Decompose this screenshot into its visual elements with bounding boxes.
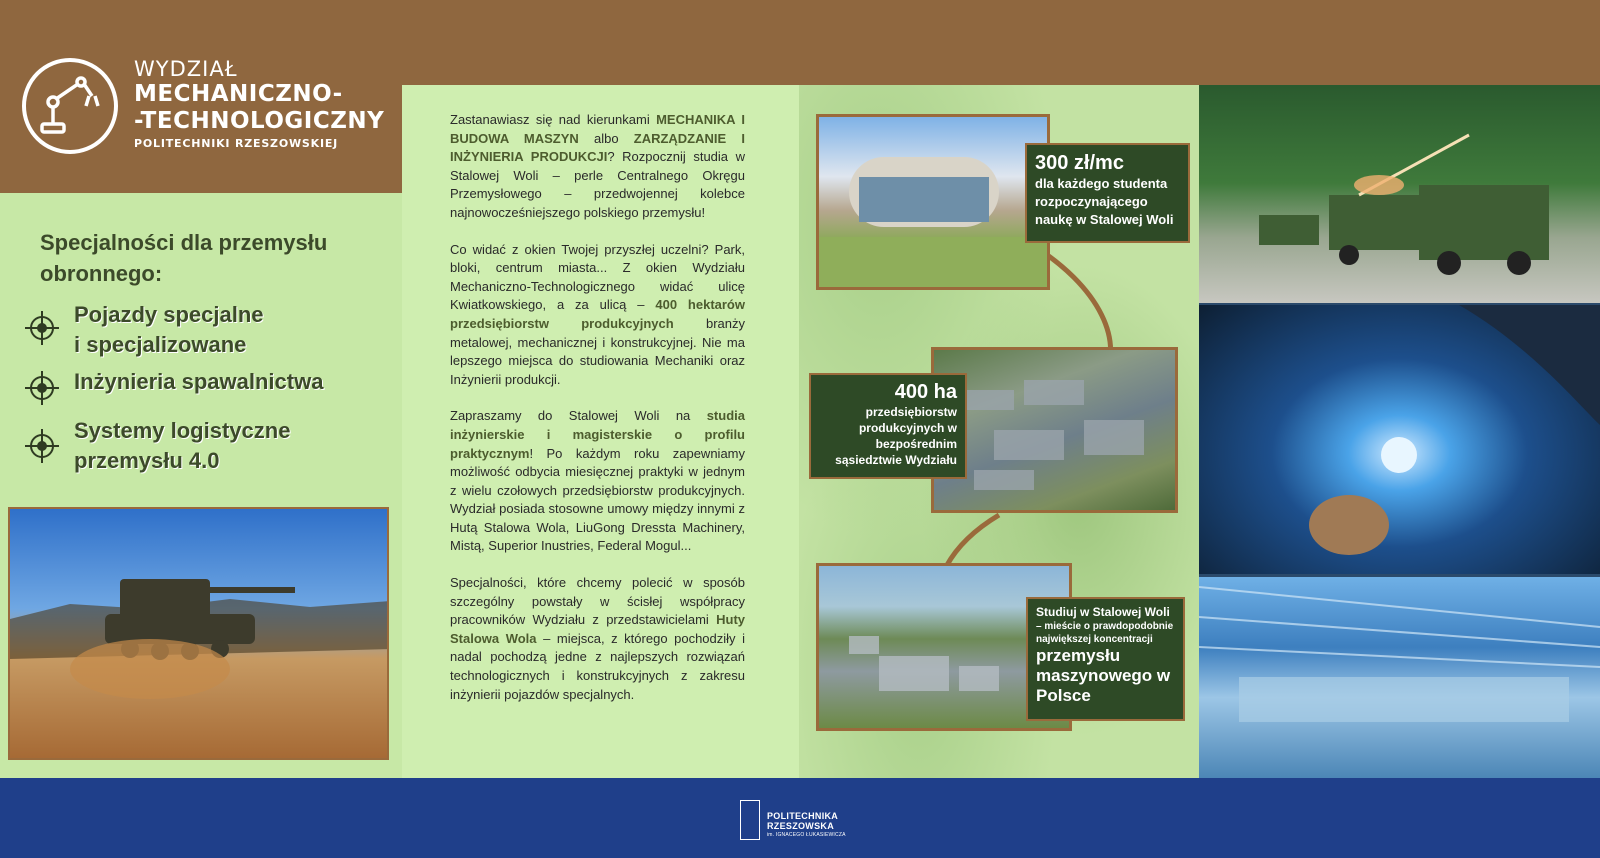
industrial-area-aerial-photo: [931, 347, 1178, 513]
footer-line3: im. IGNACEGO ŁUKASIEWICZA: [767, 832, 846, 838]
robot-arm-icon: [22, 58, 118, 154]
faculty-name-line2: MECHANICZNO-: [134, 81, 343, 107]
info-box-big: 400 ha: [894, 381, 957, 403]
faculty-name-line1: WYDZIAŁ: [134, 57, 238, 81]
info-box-small: Studiuj w Stalowej Woli: [1036, 605, 1170, 619]
faculty-name-line3: -TECHNOLOGICZNY: [134, 108, 385, 134]
info-box-scholarship: [1025, 143, 1190, 243]
campus-photo: [816, 114, 1050, 290]
warehouse-hall-photo: [1199, 577, 1600, 778]
spec-label-line1: Inżynieria spawalnictwa: [74, 369, 324, 394]
footer-line1: POLITECHNIKA: [767, 811, 839, 821]
footer-line2: RZESZOWSKA: [767, 821, 834, 831]
info-box-big: 300 zł/mc: [1035, 152, 1124, 174]
rocket-launcher-photo: [1199, 85, 1600, 303]
tank-photo: [8, 507, 389, 760]
crosshair-icon: [24, 428, 60, 464]
university-logo: [740, 800, 850, 840]
paragraph-3: Zapraszamy do Stalowej Woli na studia inżynierskie i magisterskie o profilu praktycznym! Po każdym roku zapewniamy możliwość odbycia miesięcznej praktyki w jednym z wielu czołowych przedsiębiorstw produkcyjnych. Wydział posiada stosowne umowy między innymi z Hutą Stalowa Wola, LiuGong Dressta Machinery, Mistą, Superior Inustries, Federal Mogul...: [450, 408, 745, 554]
info-box-small: – mieście o prawdopodobnie największej koncentracji: [1036, 621, 1174, 645]
crosshair-icon: [24, 310, 60, 346]
faculty-logo-block: [0, 0, 402, 193]
paragraph-1: Zastanawiasz się nad kierunkami MECHANIKA I BUDOWA MASZYN albo ZARZĄDZANIE I INŻYNIERIA PRODUKCJI? Rozpocznij studia w Stalowej Woli – perle Centralnego Okręgu Przemysłowego – przedwojennej kolebce najnowocześniejszego polskiego przemysłu!: [450, 112, 746, 220]
faculty-name: [134, 58, 384, 150]
info-box-study: [1026, 597, 1185, 721]
info-box-small: przedsiębiorstw produkcyjnych w bezpośrednim sąsiedztwie Wydziału: [835, 405, 957, 467]
info-box-big: przemysłu maszynowego w Polsce: [1036, 646, 1171, 705]
university-name: POLITECHNIKI RZESZOWSKIEJ: [134, 137, 339, 150]
spec-label-line2: przemysłu 4.0: [74, 448, 220, 473]
body-text: [450, 111, 745, 722]
info-box-hectares: [809, 373, 967, 479]
spec-label-line1: Systemy logistyczne: [74, 418, 291, 443]
info-box-small: dla każdego studenta rozpoczynającego naukę w Stalowej Woli: [1035, 176, 1174, 227]
spec-label-line2: i specjalizowane: [74, 332, 247, 357]
specializations-heading: Specjalności dla przemysłu obronnego:: [40, 230, 328, 286]
spec-label-line1: Pojazdy specjalne: [74, 302, 264, 327]
paragraph-4: Specjalności, które chcemy polecić w sposób szczególny powstały w ścisłej współpracy pracowników Wydziału z przedstawicielami Huty Stalowa Wola – miejsca, z którego pochodziły i nadal pochodzą jedne z najlepszych rozwiązań technologicznych i konstrukcyjnych z zakresu inżynierii pojazdów specjalnych.: [450, 575, 745, 702]
paragraph-2: Co widać z okien Twojej przyszłej uczelni? Park, bloki, centrum miasta... Z okien Wydziału Mechaniczno-Technologicznego widać ulicę Kwiatkowskiego, a za ulicą – 400 hektarów przedsiębiorstw produkcyjnych branży metalowej, mechanicznej i konstrukcyjnej. Nie ma lepszego miejsca do studiowania Mechaniki oraz Inżynierii produkcji.: [450, 241, 745, 387]
university-emblem-icon: [740, 800, 760, 840]
welding-photo: [1199, 305, 1600, 574]
crosshair-icon: [24, 370, 60, 406]
